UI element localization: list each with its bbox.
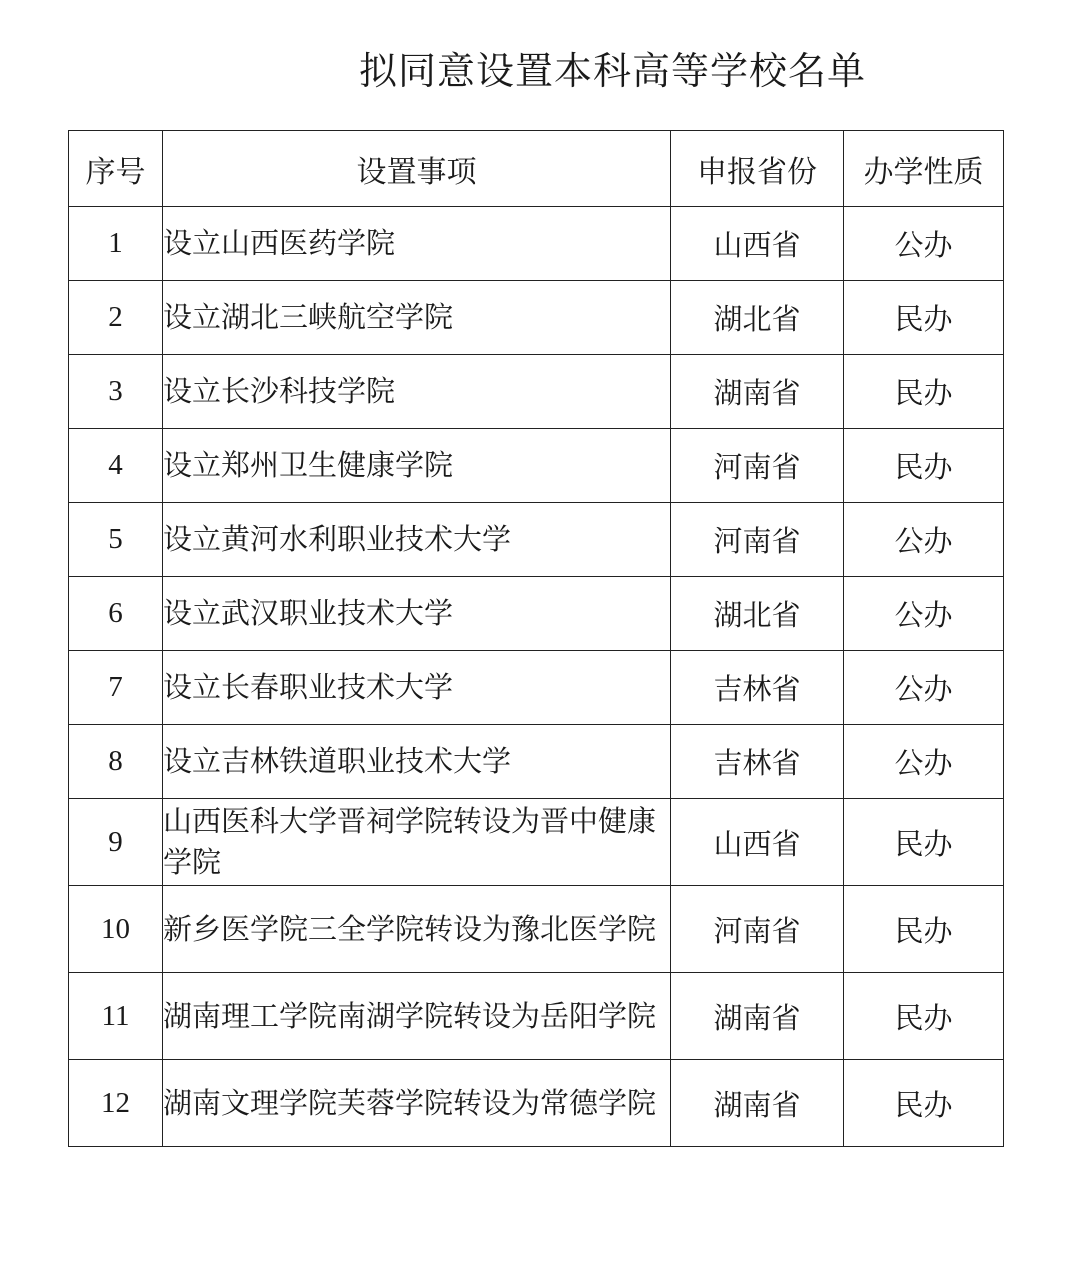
row-number: 7 [69,651,163,725]
row-number: 9 [69,799,163,886]
row-item: 山西医科大学晋祠学院转设为晋中健康学院 [163,799,671,886]
table-row [69,651,1004,725]
column-header-province: 申报省份 [671,131,844,207]
row-province: 吉林省 [671,651,844,725]
row-number: 3 [69,355,163,429]
table-row [69,207,1004,281]
row-nature: 民办 [844,799,1004,886]
row-number: 11 [69,973,163,1060]
university-list-table [68,130,1004,1147]
row-number: 2 [69,281,163,355]
row-item: 设立吉林铁道职业技术大学 [163,725,671,799]
row-nature: 民办 [844,429,1004,503]
row-number: 1 [69,207,163,281]
row-number: 4 [69,429,163,503]
row-province: 山西省 [671,799,844,886]
row-province: 湖北省 [671,577,844,651]
row-nature: 民办 [844,355,1004,429]
row-item: 新乡医学院三全学院转设为豫北医学院 [163,886,671,973]
row-province: 河南省 [671,429,844,503]
row-province: 湖南省 [671,1060,844,1147]
row-item: 设立郑州卫生健康学院 [163,429,671,503]
table-row [69,973,1004,1060]
row-province: 吉林省 [671,725,844,799]
table-row [69,281,1004,355]
table-row [69,503,1004,577]
row-nature: 公办 [844,651,1004,725]
row-item: 设立黄河水利职业技术大学 [163,503,671,577]
row-nature: 公办 [844,503,1004,577]
row-province: 河南省 [671,886,844,973]
row-item: 设立长沙科技学院 [163,355,671,429]
row-item: 设立山西医药学院 [163,207,671,281]
row-number: 12 [69,1060,163,1147]
row-province: 湖北省 [671,281,844,355]
table-row [69,886,1004,973]
row-province: 湖南省 [671,973,844,1060]
column-header-number: 序号 [69,131,163,207]
row-province: 山西省 [671,207,844,281]
row-province: 河南省 [671,503,844,577]
table-row [69,429,1004,503]
row-nature: 公办 [844,577,1004,651]
row-nature: 公办 [844,725,1004,799]
document-title: 拟同意设置本科高等学校名单 [358,49,866,93]
column-header-item: 设置事项 [163,131,671,207]
row-number: 6 [69,577,163,651]
table-row [69,799,1004,886]
row-item: 湖南文理学院芙蓉学院转设为常德学院 [163,1060,671,1147]
row-nature: 公办 [844,207,1004,281]
table-row [69,725,1004,799]
table-row [69,577,1004,651]
row-number: 8 [69,725,163,799]
row-item: 设立湖北三峡航空学院 [163,281,671,355]
row-province: 湖南省 [671,355,844,429]
row-item: 设立长春职业技术大学 [163,651,671,725]
table-row [69,355,1004,429]
row-item: 湖南理工学院南湖学院转设为岳阳学院 [163,973,671,1060]
row-nature: 民办 [844,886,1004,973]
table-row [69,1060,1004,1147]
row-nature: 民办 [844,281,1004,355]
row-number: 5 [69,503,163,577]
row-nature: 民办 [844,1060,1004,1147]
table-header-row [69,131,1004,207]
column-header-nature: 办学性质 [844,131,1004,207]
row-number: 10 [69,886,163,973]
row-item: 设立武汉职业技术大学 [163,577,671,651]
row-nature: 民办 [844,973,1004,1060]
